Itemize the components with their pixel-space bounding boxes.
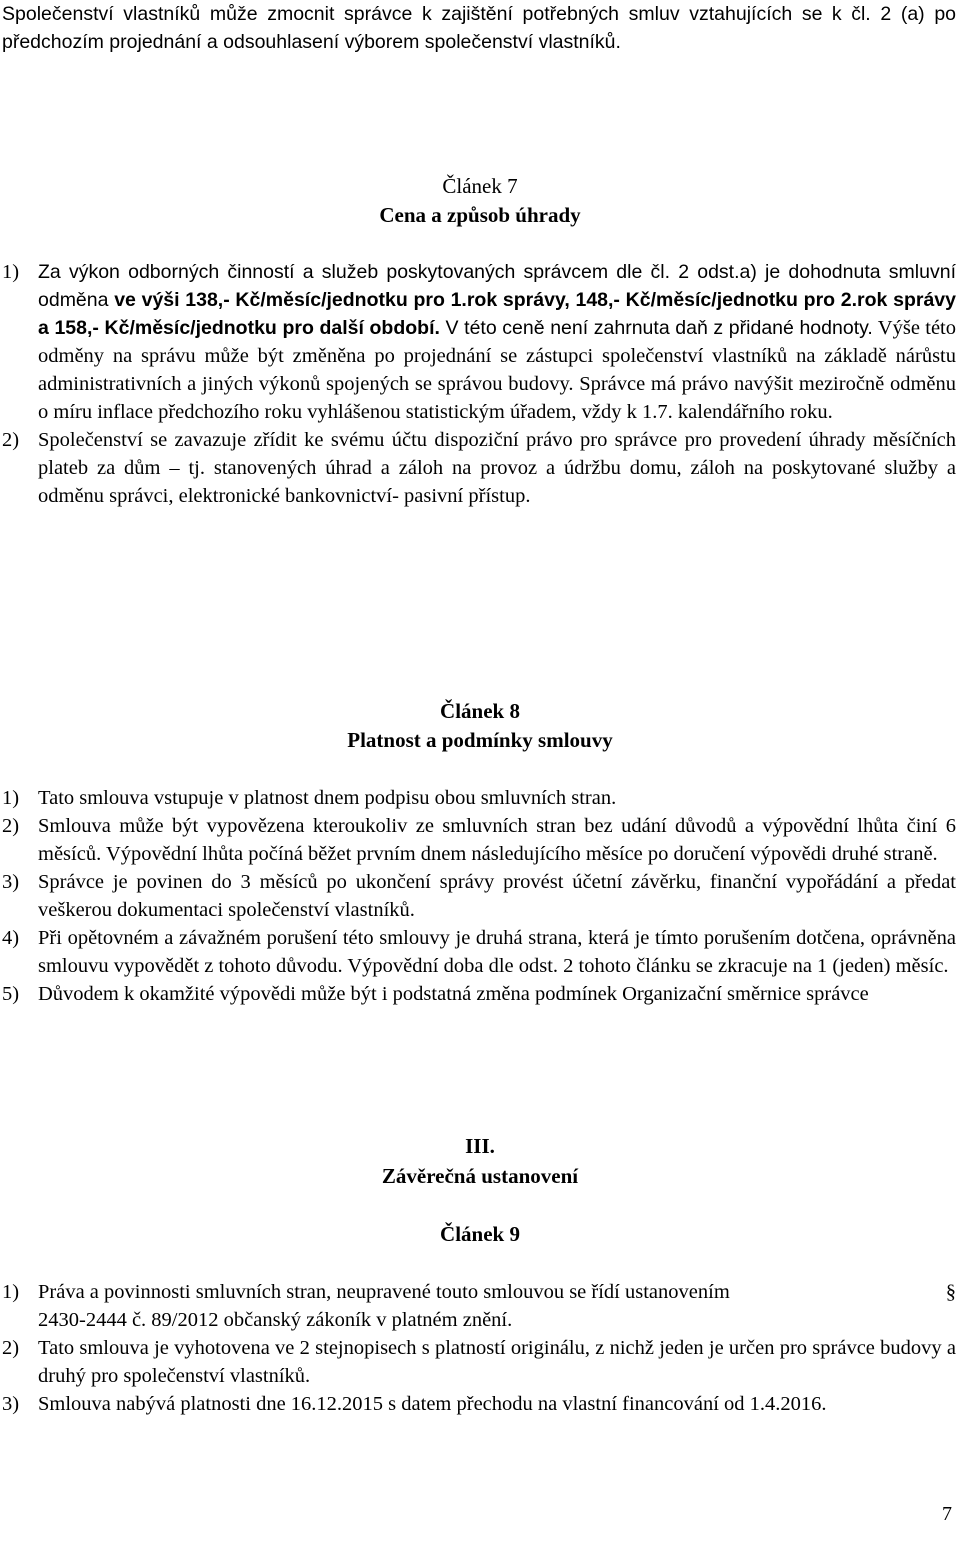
item-text: Správce je povinen do 3 měsíců po ukončení správy provést účetní závěrku, finanční vypořádání a předat veškerou dokumentaci společenství vlastníků. <box>38 871 956 921</box>
list-item <box>2 258 956 426</box>
item-text-bold: ve výši 138,- Kč/měsíc/jednotku pro 1.rok správy, 148,- Kč/měsíc/jednotku pro 2.rok správy a 158,- Kč/měsíc/jednotku pro další období. <box>38 289 956 339</box>
item-text: V této ceně není zahrnuta daň z přidané hodnoty. <box>439 317 873 339</box>
item-number: 4) <box>2 927 20 949</box>
item-text: Při opětovném a závažném porušení této smlouvy je druhá strana, která je tímto porušením dotčena, oprávněna smlouvu vypovědět z tohoto důvodu. Výpovědní doba dle odst. 2 tohoto článku se zkracuje na 1 (jeden) měsíc. <box>38 927 956 977</box>
item-number: 2) <box>2 429 20 451</box>
item-text: Za výkon odborných činností a služeb poskytovaných správcem dle čl. 2 odst.a) je dohodnuta smluvní odměna <box>38 261 956 311</box>
article-7-subheading: Cena a způsob úhrady <box>379 203 581 227</box>
item-text: Tato smlouva je vyhotovena ve 2 stejnopisech s platností originálu, z nichž jeden je určen pro správce budovy a druhý pro společenství vlastníků. <box>38 1337 956 1387</box>
page-number: 7 <box>942 1503 952 1525</box>
list-item <box>2 1390 956 1418</box>
list-item <box>2 1278 956 1334</box>
article-9-heading: Článek 9 <box>440 1222 520 1246</box>
article-8-subheading: Platnost a podmínky smlouvy <box>347 728 613 752</box>
article-9-list <box>2 1278 956 1418</box>
item-text-continued: 2430-2444 č. 89/2012 občanský zákoník v platném znění. <box>38 1309 513 1331</box>
list-item <box>2 426 956 510</box>
intro-paragraph <box>2 0 956 56</box>
item-text: Práva a povinnosti smluvních stran, neupravené touto smlouvou se řídí ustanovením <box>38 1281 730 1303</box>
list-item <box>2 980 956 1008</box>
list-item <box>2 784 956 812</box>
list-item <box>2 1334 956 1390</box>
article-7-list <box>2 258 956 510</box>
item-number: 3) <box>2 1393 20 1415</box>
item-number: 2) <box>2 815 20 837</box>
part-3-roman: III. <box>465 1134 495 1158</box>
item-text: Výše této odměny na správu může být změněna po projednání se zástupci společenství vlastníků na základě nárůstu administrativních a jiných výkonů spojených se správou budovy. Správce má právo navýšit meziročně odměnu o míru inflace předchozího roku vyhlášenou statistickým úřadem, vždy k 1.7. kalendářního roku. <box>38 317 956 423</box>
item-number: 2) <box>2 1337 20 1359</box>
list-item <box>2 868 956 924</box>
part-3-heading: Závěrečná ustanovení <box>381 1164 579 1188</box>
article-8-list <box>2 784 956 1008</box>
item-number: 1) <box>2 787 20 809</box>
item-number: 1) <box>2 1281 20 1303</box>
list-item <box>2 812 956 868</box>
item-number: 1) <box>2 261 20 283</box>
item-text: Důvodem k okamžité výpovědi může být i podstatná změna podmínek Organizační směrnice správce <box>38 983 869 1005</box>
article-8-heading: Článek 8 <box>440 699 520 723</box>
item-text: Smlouva může být vypovězena kteroukoliv ze smluvních stran bez udání důvodů a výpovědní lhůta činí 6 měsíců. Výpovědní lhůta počíná běžet prvním dnem následujícího měsíce po doručení výpovědi druhé straně. <box>38 815 956 865</box>
section-symbol: § <box>945 1281 956 1303</box>
list-item <box>2 924 956 980</box>
item-text: Smlouva nabývá platnosti dne 16.12.2015 s datem přechodu na vlastní financování od 1.4.2016. <box>38 1393 827 1415</box>
intro-text-part2: k čl. 2 (a) po předchozím projednání a odsouhlasení výborem společenství vlastníků. <box>2 3 957 53</box>
item-number: 3) <box>2 871 20 893</box>
article-7-heading: Článek 7 <box>442 174 518 198</box>
item-number: 5) <box>2 983 20 1005</box>
item-text: Společenství se zavazuje zřídit ke svému účtu dispoziční právo pro správce pro provedení úhrady měsíčních plateb za dům – tj. stanovených úhrad a záloh na provoz a údržbu domu, záloh na poskytované služby a odměnu správci, elektronické bankovnictví- pasivní přístup. <box>38 429 956 507</box>
item-text: Tato smlouva vstupuje v platnost dnem podpisu obou smluvních stran. <box>38 787 617 809</box>
intro-text-part1: Společenství vlastníků může zmocnit správce k zajištění potřebných smluv vztahujících se <box>2 3 823 25</box>
